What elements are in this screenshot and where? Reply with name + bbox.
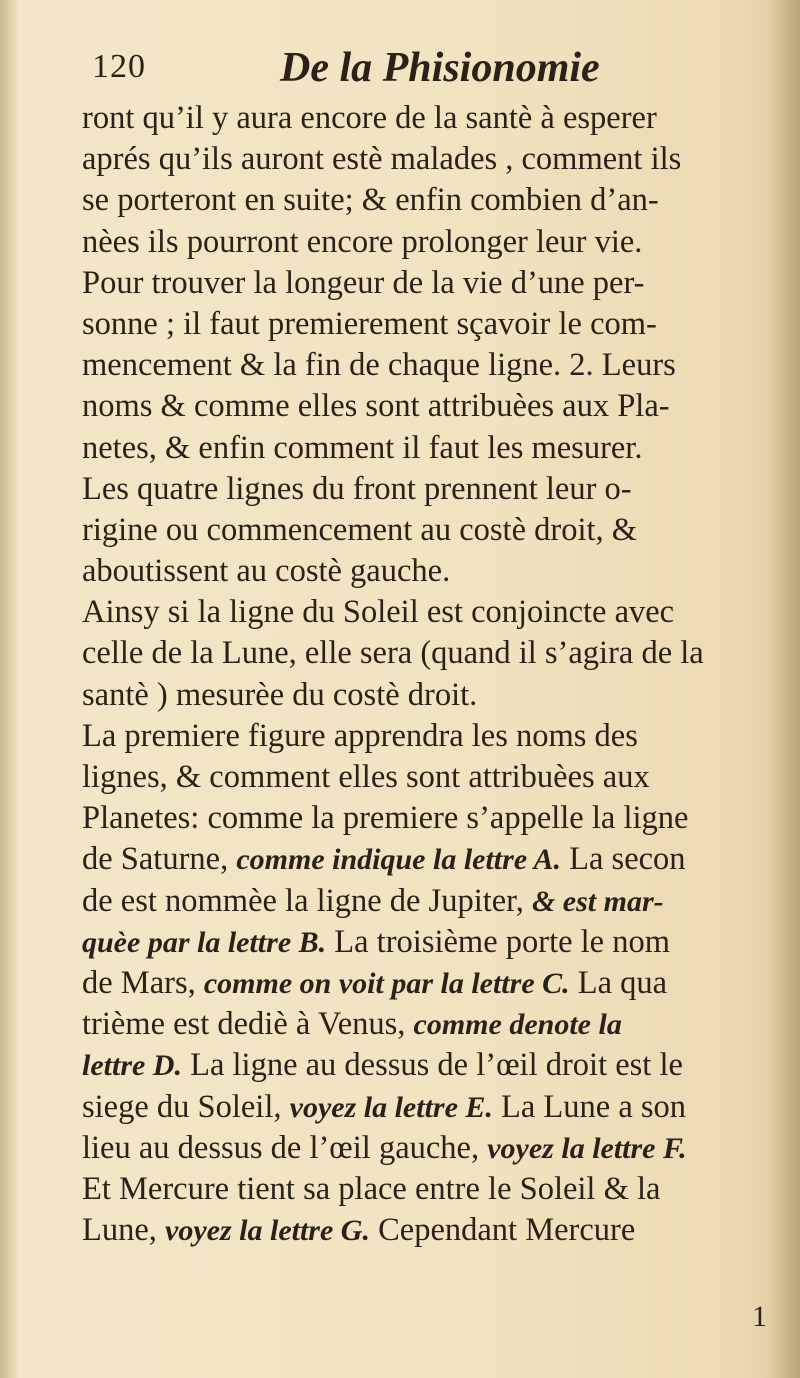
text-segment: La ligne au dessus de l’œil droit est le [181,1047,683,1084]
text-line [82,345,800,386]
text-segment: santè ) mesurèe du costè droit. [82,676,478,713]
page-header [92,44,782,94]
text-line [82,592,800,633]
text-segment: de est nommèe la ligne de Jupiter, [82,882,532,919]
text-segment: rigine ou commencement au costè droit, & [82,511,638,548]
italic-segment: voyez la lettre G. [165,1214,370,1248]
italic-segment: comme indique la lettre A. [236,843,562,877]
text-segment: se porteront en suite; & enfin combien d’an- [82,182,659,219]
text-line [82,1004,800,1045]
text-segment: mencement & la fin de chaque ligne. 2. Leurs [82,347,676,384]
text-line [82,1210,800,1251]
text-line [82,757,800,798]
text-line [82,633,800,674]
text-segment: La Lune a son [492,1088,687,1125]
catchword: 1 [752,1300,767,1333]
text-line [82,1087,800,1128]
text-line [82,1169,800,1210]
text-line [82,510,800,551]
text-line [82,798,800,839]
text-segment: Pour trouver la longeur de la vie d’une per- [82,264,645,301]
running-title: De la Phisionomie [280,45,600,91]
text-segment: de Saturne, [82,841,237,878]
text-line [82,1128,800,1169]
text-segment: Cependant Mercure [369,1212,636,1249]
text-line [82,675,800,716]
text-line [82,222,800,263]
text-segment: Planetes: comme la premiere s’appelle la ligne [82,800,689,837]
text-line [82,180,800,221]
text-line [82,551,800,592]
text-segment: lieu au dessus de l’œil gauche, [82,1129,488,1166]
text-segment: trième est dediè à Venus, [82,1006,414,1043]
italic-segment: voyez la lettre F. [487,1131,687,1165]
body-text [82,98,800,1251]
text-segment: nèes ils pourront encore prolonger leur vie. [82,223,643,260]
text-segment: aboutissent au costè gauche. [82,553,451,590]
text-line [82,98,800,139]
page-gutter-left [0,0,18,1378]
text-line [82,469,800,510]
text-segment: aprés qu’ils auront estè malades , comment ils [82,141,682,178]
text-segment: ront qu’il y aura encore de la santè à esperer [82,100,657,136]
text-line [82,716,800,757]
text-line [82,922,800,963]
text-segment: sonne ; il faut premierement sçavoir le com- [82,305,657,342]
italic-segment: voyez la lettre E. [289,1090,493,1124]
text-line [82,386,800,427]
text-segment: La troisième porte le nom [326,923,671,960]
text-segment: lignes, & comment elles sont attribuèes aux [82,759,650,795]
text-segment: netes, & enfin comment il faut les mesurer. [82,429,643,466]
text-line [82,881,800,922]
text-segment: La qua [569,964,668,1001]
text-line [82,839,800,880]
text-line [82,139,800,180]
text-line [82,304,800,345]
text-line [82,1045,800,1086]
italic-segment: comme denote la [413,1008,622,1042]
italic-segment: comme on voit par la lettre C. [203,966,570,1000]
italic-segment: & est mar- [531,884,664,918]
text-segment: Les quatre lignes du front prennent leur o- [82,470,632,507]
text-segment: La secon [561,841,686,878]
text-segment: de Mars, [82,964,204,1001]
text-segment: La premiere figure apprendra les noms des [82,717,638,754]
text-segment: siege du Soleil, [82,1088,290,1125]
text-segment: noms & comme elles sont attribuèes aux Pla- [82,388,670,425]
text-line [82,263,800,304]
text-segment: Ainsy si la ligne du Soleil est conjoincte avec [82,594,675,631]
text-line [82,963,800,1004]
page-number: 120 [92,48,146,85]
text-segment: Lune, [82,1212,166,1249]
text-segment: celle de la Lune, elle sera (quand il s’agira de la [82,635,704,672]
italic-segment: lettre D. [82,1049,182,1083]
italic-segment: quèe par la lettre B. [82,925,327,959]
text-segment: Et Mercure tient sa place entre le Soleil & la [82,1170,661,1207]
text-line [82,428,800,469]
